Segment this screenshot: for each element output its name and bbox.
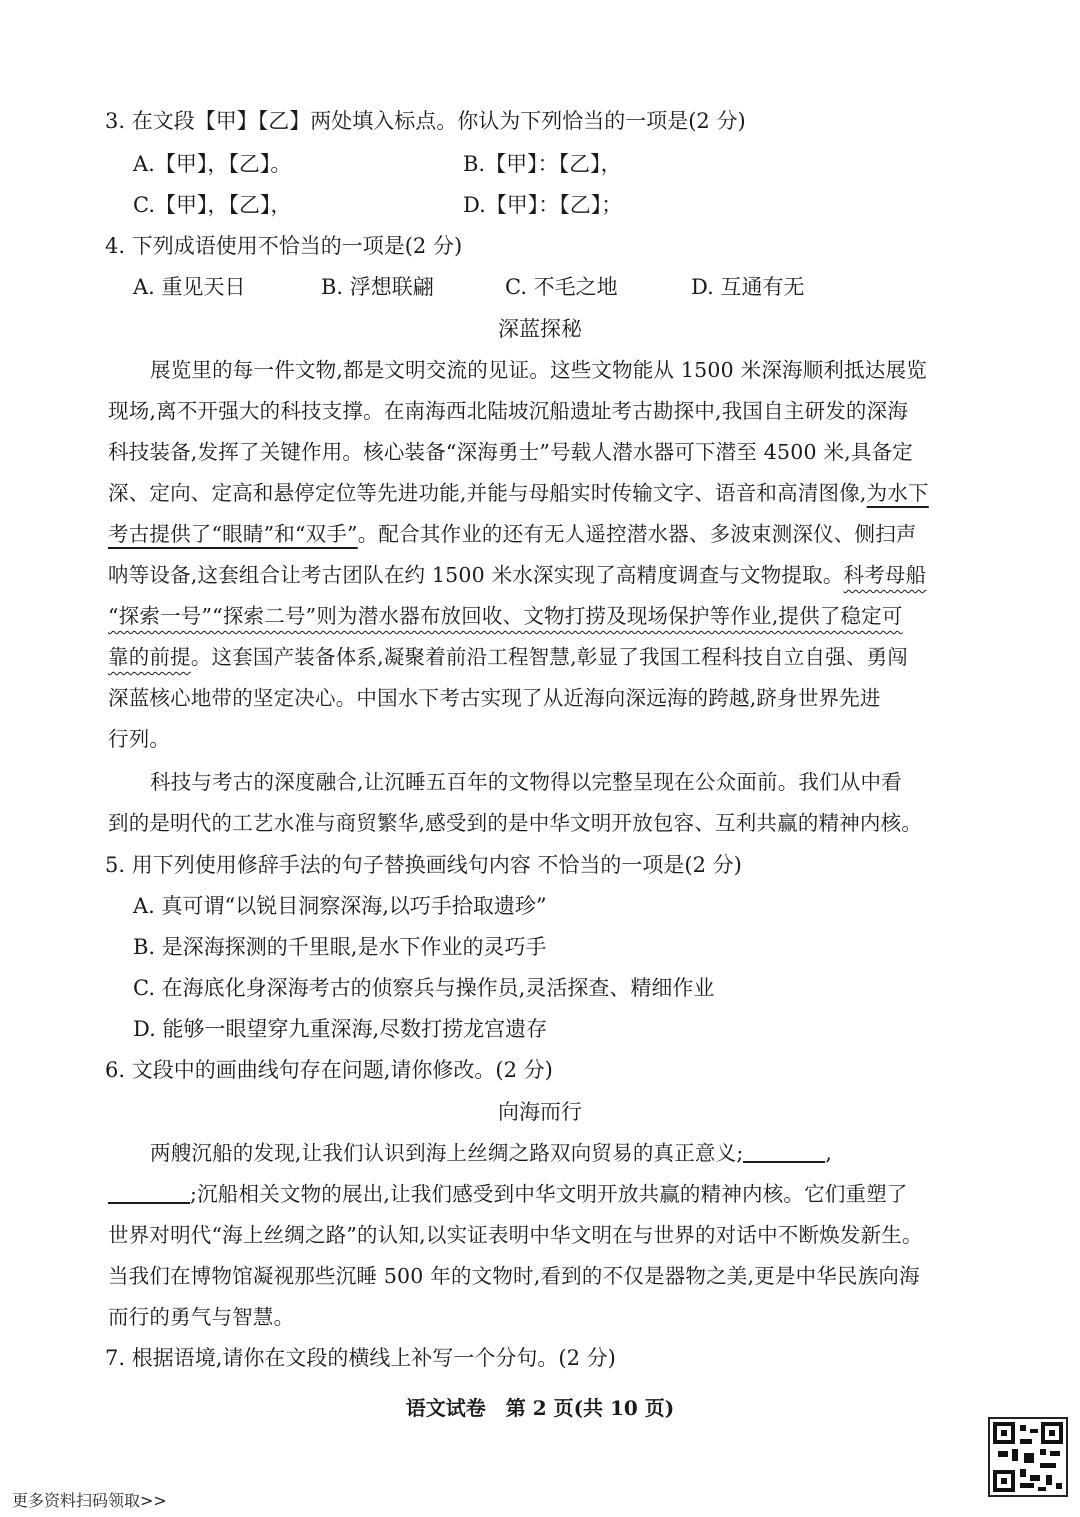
- passage-1-line: 到的是明代的工艺水准与商贸繁华,感受到的是中华文明开放包容、互利共赢的精神内核。: [108, 811, 923, 835]
- question-5-option-b: B. 是深海探测的千里眼,是水下作业的灵巧手: [133, 935, 547, 959]
- answer-blank-1[interactable]: [743, 1141, 825, 1163]
- question-3-options-row-1: [133, 149, 622, 179]
- answer-blank-2[interactable]: [108, 1182, 190, 1204]
- wavy-sentence-part-3: 靠的前提: [108, 645, 191, 669]
- passage-1-text: 呐等设备,这套组合让考古团队在约 1500 米水深实现了高精度调查与文物提取。: [108, 563, 844, 587]
- question-3-options-row-2: [133, 190, 622, 220]
- qr-code-icon[interactable]: [988, 1417, 1068, 1497]
- question-3-stem: 3. 在文段【甲】【乙】两处填入标点。你认为下列恰当的一项是(2 分): [105, 109, 746, 133]
- passage-1-line: 科技与考古的深度融合,让沉睡五百年的文物得以完整呈现在公众面前。我们从中看: [150, 770, 902, 794]
- passage-1-line: 展览里的每一件文物,都是文明交流的见证。这些文物能从 1500 米深海顺利抵达展览: [150, 358, 927, 382]
- question-3-option-b: B.【甲】：【乙】，: [463, 152, 622, 176]
- passage-1-line: [108, 560, 978, 590]
- question-4-options-row: [133, 272, 804, 302]
- passage-1-title: 深蓝探秘: [498, 317, 582, 341]
- question-5-option-a: A. 真可谓“以锐目洞察深海,以巧手拾取遗珍”: [133, 894, 547, 918]
- passage-2-line: 世界对明代“海上丝绸之路”的认知,以实证表明中华文明在与世界的对话中不断焕发新生。: [108, 1223, 923, 1247]
- question-4-stem: 4. 下列成语使用不恰当的一项是(2 分): [105, 234, 463, 258]
- underlined-sentence-part-2: 考古提供了“眼睛”和“双手”: [108, 522, 358, 546]
- passage-2-text: 两艘沉船的发现,让我们认识到海上丝绸之路双向贸易的真正意义;: [150, 1141, 744, 1165]
- passage-2-line: 而行的勇气与智慧。: [108, 1305, 295, 1329]
- passage-1-line: 科技装备,发挥了关键作用。核心装备“深海勇士”号载人潜水器可下潜至 4500 米,具备定: [108, 440, 913, 464]
- underlined-sentence-part-1: 为水下: [866, 481, 929, 505]
- passage-1-text: 深、定向、定高和悬停定位等先进功能,并能与母船实时传输文字、语音和高清图像,: [108, 481, 867, 505]
- passage-1-line: [108, 478, 978, 508]
- question-3-option-d: D.【甲】：【乙】；: [463, 193, 623, 217]
- question-4-option-b: B. 浮想联翩: [321, 275, 434, 299]
- question-5-option-d: D. 能够一眼望穿九重深海,尽数打捞龙宫遗存: [133, 1017, 548, 1041]
- question-4-option-a: A. 重见天日: [133, 275, 246, 299]
- page-footer: 语文试卷 第 2 页(共 10 页): [405, 1396, 675, 1420]
- question-3-option-a: A.【甲】，【乙】。: [133, 152, 292, 176]
- passage-1-line: [108, 642, 978, 672]
- question-3-option-c: C.【甲】，【乙】，: [133, 193, 292, 217]
- question-5-option-c: C. 在海底化身深海考古的侦察兵与操作员,灵活探查、精细作业: [133, 976, 715, 1000]
- passage-2-text: ,: [825, 1141, 833, 1165]
- passage-2-title: 向海而行: [498, 1100, 582, 1124]
- passage-1-line: 行列。: [108, 727, 171, 751]
- question-5-stem: 5. 用下列使用修辞手法的句子替换画线句内容 不恰当的一项是(2 分): [105, 853, 742, 877]
- passage-1-line: [108, 519, 978, 549]
- more-resources-link[interactable]: 更多资料扫码领取>>: [12, 1491, 167, 1510]
- passage-1-line: 深蓝核心地带的坚定决心。中国水下考古实现了从近海向深远海的跨越,跻身世界先进: [108, 686, 881, 710]
- passage-1-line: [108, 601, 978, 631]
- question-4-option-d: D. 互通有无: [691, 275, 805, 299]
- passage-2-line: [150, 1138, 978, 1168]
- passage-1-text: 。配合其作业的还有无人遥控潜水器、多波束测深仪、侧扫声: [357, 522, 917, 546]
- question-6-stem: 6. 文段中的画曲线句存在问题,请你修改。(2 分): [105, 1058, 553, 1082]
- wavy-sentence-part-2: “探索一号”“探索二号”则为潜水器布放回收、文物打捞及现场保护等作业,提供了稳定可: [108, 604, 903, 628]
- wavy-sentence-part-1: 科考母船: [843, 563, 927, 587]
- passage-2-line: 当我们在博物馆凝视那些沉睡 500 年的文物时,看到的不仅是器物之美,更是中华民族向海: [108, 1264, 920, 1288]
- passage-2-text: ;沉船相关文物的展出,让我们感受到中华文明开放共赢的精神内核。它们重塑了: [190, 1182, 908, 1206]
- passage-1-text: 。这套国产装备体系,凝聚着前沿工程智慧,彰显了我国工程科技自立自强、勇闯: [190, 645, 909, 669]
- passage-1-line: 现场,离不开强大的科技支撑。在南海西北陆坡沉船遗址考古勘探中,我国自主研发的深海: [108, 399, 909, 423]
- passage-2-line: [108, 1179, 978, 1209]
- question-4-option-c: C. 不毛之地: [505, 275, 618, 299]
- question-7-stem: 7. 根据语境,请你在文段的横线上补写一个分句。(2 分): [105, 1346, 616, 1370]
